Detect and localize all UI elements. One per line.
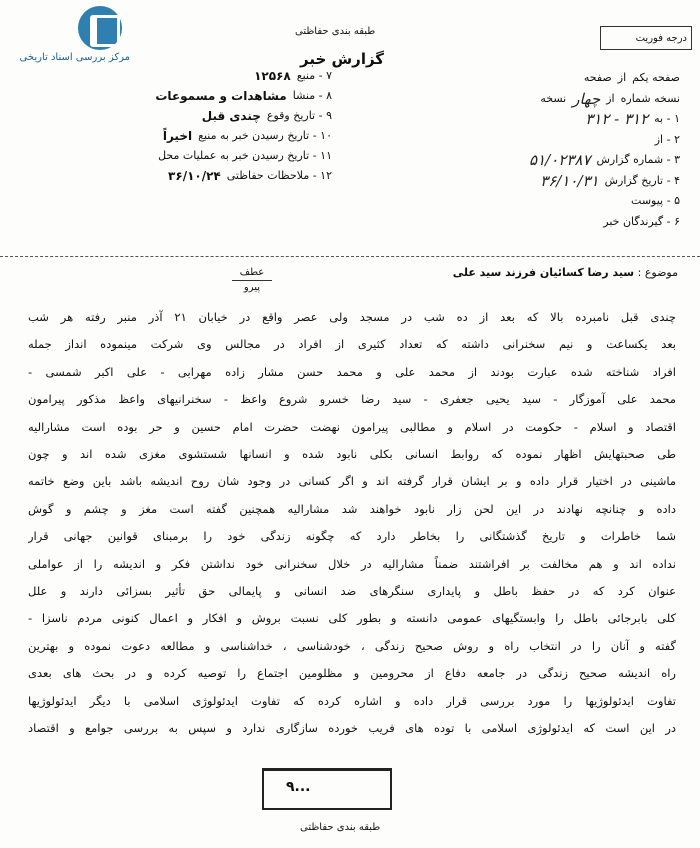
field-row — [385, 89, 680, 110]
section-divider — [0, 256, 700, 257]
field-value: چندی قبل — [201, 109, 261, 123]
security-classification-top: طبقه بندی حفاظتی — [295, 26, 376, 37]
field-label: ۱۱ - تاریخ رسیدن خبر به عملیات محل — [158, 149, 332, 162]
body-line: بعد یکساعت و نیم سخنرانی داشته که تعداد کثیری از افراد در مجالس وی شرکت مینموده انداز جمله — [28, 337, 676, 352]
archive-name: مرکز بررسی اسناد تاریخی — [19, 52, 130, 63]
field-row — [385, 109, 680, 130]
field-label: ۸ - منشا — [292, 89, 332, 102]
field-row — [385, 191, 680, 212]
archive-logo — [10, 6, 130, 66]
field-value: ۱۲۵۶۸ — [254, 69, 291, 83]
body-line: محمد علی آموزگار - سید یحیی جعفری - سید رضا خسرو شروع واعظ - سخنرانیهای واعظ مذکور پیرامون — [28, 392, 676, 407]
field-row — [385, 150, 680, 171]
field-suffix: صفحه — [583, 71, 612, 84]
report-fields-left — [42, 66, 332, 186]
security-classification-bottom: طبقه بندی حفاظتی — [300, 822, 381, 833]
field-row — [385, 212, 680, 233]
field-value: اخیراً — [162, 129, 193, 143]
field-value: ۳۶/۱۰/۲۴ — [168, 169, 221, 183]
subject-label: موضوع — [644, 266, 678, 279]
body-line: در این است که ایدئولوژی اسلامی با توده های فریب خورده سازگاری ندارد و سپس به بررسی جوامع و اقتصاد — [28, 721, 676, 736]
field-connector: از — [617, 71, 627, 84]
field-label: ۴ - تاریخ گزارش — [604, 173, 680, 187]
field-label: ۹ - تاریخ وقوع — [266, 109, 332, 122]
field-label: نسخه شماره — [620, 91, 680, 105]
body-line: راه اندیشه صحیح زندگی در جامعه دفاع از محرومین و مظلومین اجتماع را توصیه کرده و در بحث های بعدی — [28, 666, 676, 681]
body-line: داده و چنانچه نهادند در این لحن زار نابود خواهند شد مشارالیه همچنین گفته است مغز و چشم و گوش — [28, 501, 676, 516]
body-line: تفاوت ایدئولوژیها را مورد بررسی قرار داده و اشاره کرده که تفاوت ایدئولوژی اسلامی با دیگر ایدئولوژیها — [28, 693, 676, 708]
field-value: مشاهدات و مسموعات — [155, 89, 287, 103]
field-row — [385, 171, 680, 192]
field-label: ۱ - به — [654, 112, 680, 125]
body-line: نداده اند و هم مخالفت بر افراشتند ضمناً مشارالیه در خلال سخنرانی خود نداشتن فکر و اندیشه را از عواملی — [28, 556, 676, 571]
field-label: ۵ - پیوست — [631, 194, 680, 207]
field-row — [385, 68, 680, 89]
archive-emblem-icon — [78, 6, 122, 50]
field-row — [42, 86, 332, 106]
field-label: صفحه یکم — [632, 71, 680, 84]
field-row — [42, 146, 332, 166]
field-label: ۱۲ - ملاحظات حفاظتی — [226, 169, 332, 182]
field-row — [42, 166, 332, 186]
field-suffix: نسخه — [540, 91, 567, 105]
field-label: ۳ - شماره گزارش — [596, 153, 680, 166]
stamp-text: ۹... — [286, 779, 311, 795]
page-title: گزارش خبر — [300, 50, 385, 68]
report-fields-right — [385, 68, 680, 232]
body-line: گفته و آنان را در انتخاب راه و روش صحیح زندگی ، خودشناسی ، خداشناسی و مطالعه دعوت نموده و بهترین — [28, 638, 676, 653]
handwritten-report-date: ۳۶/۱۰/۳۱ — [540, 171, 599, 190]
subject-line: موضوع : سید رضا کسائیان فرزند سید علی — [452, 266, 678, 279]
priority-label: درجه فوریت — [635, 32, 687, 44]
body-line: کلی بابرجائی باطل را وابستگیهای عمومی دانسته و بطور کلی نسبت بروش و افکار و اعمال کنونی مردم ناسزا - — [28, 611, 676, 626]
report-body — [28, 304, 676, 743]
reference-top-label: عطف — [239, 267, 265, 278]
priority-box — [600, 26, 692, 50]
field-label: ۱۰ - تاریخ رسیدن خبر به منبع — [198, 129, 332, 142]
field-row — [385, 130, 680, 151]
reference-box — [232, 266, 272, 295]
field-row — [42, 106, 332, 126]
body-line: ماشینی در اختیار قرار داده و بر ایشان قرار گرفته اند و اگر کسانی در وجود شان روح اندیشه باشد باین وضع خاتمه — [28, 474, 676, 489]
field-label: ۲ - از — [654, 132, 680, 146]
body-line: عنوان کرد که در حفظ باطل و پایداری سنگرهای ضد انسانی و پایمالی حق تأثیر بسزائی دارند و علل — [28, 584, 676, 599]
archive-stamp — [262, 768, 392, 810]
field-label: ۶ - گیرندگان خبر — [603, 214, 680, 228]
handwritten-value: ۳۱۲ - ۳۱۲ — [585, 110, 649, 128]
field-connector: از — [606, 91, 615, 105]
reference-bottom-label: پیرو — [232, 280, 272, 295]
field-label: ۷ - منبع — [296, 69, 332, 82]
body-line: اقتصاد و اسلام - حکومت در اسلام و مطالبی پیرامون نهضت حضرت امام حسین و حر بوده است مشارالیه — [28, 419, 676, 434]
field-row — [42, 66, 332, 86]
handwritten-report-number: ۵۱/۰۲۳۸۷ — [529, 151, 591, 169]
body-line: شما خاطرات و تاریخ گذشتگانی را بخاطر دارد که چگونه زندگی خود را برمبنای قوانین جهانی قرار — [28, 529, 676, 544]
subject-value: سید رضا کسائیان فرزند سید علی — [452, 266, 635, 279]
field-row — [42, 126, 332, 146]
body-line: چندی قبل نامبرده بالا که بعد از ده شب در مسجد ولی عصر واقع در خیابان ۲۱ آذر منبر رفته هر شب — [28, 310, 676, 324]
body-line: افراد شناخته شده عبارت بودند از محمد علی و محمد حسن مشار زاده مهرابی - علی اکبر شمسی - — [28, 364, 676, 379]
handwritten-value: چهار — [572, 89, 601, 108]
body-line: طی صحبتهایش اظهار نموده که روابط انسانی بکلی نابود شده و انسانها شستشوی مغزی شده اند و چون — [28, 447, 676, 462]
